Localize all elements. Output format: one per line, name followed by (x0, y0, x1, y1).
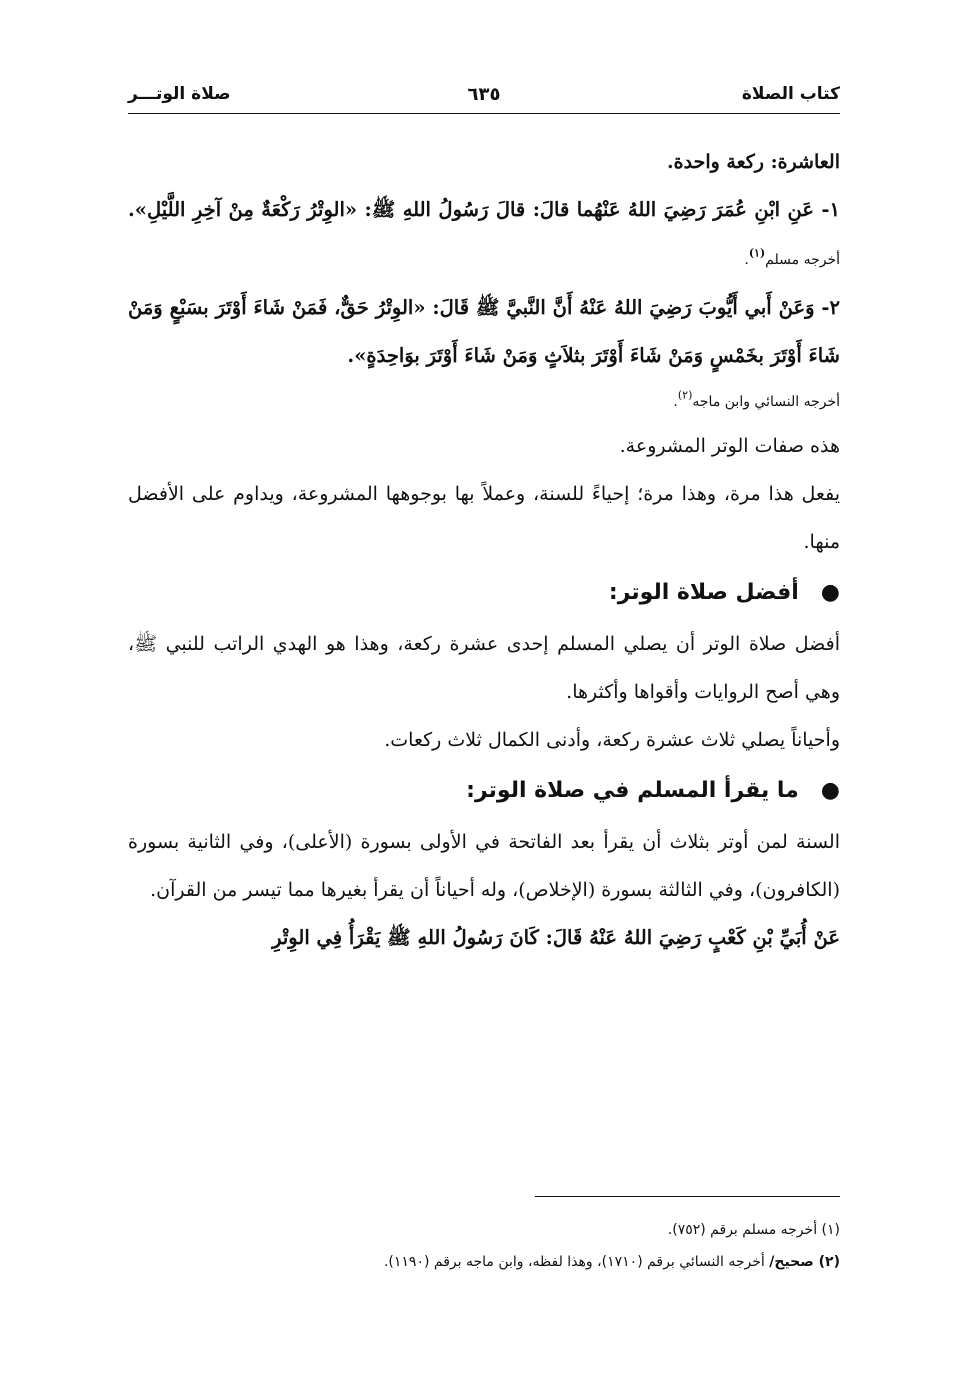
hadith-2-source: أخرجه النسائي وابن ماجه (692, 394, 840, 410)
header-divider (128, 113, 840, 114)
hadith-3-start: عَنْ أُبَيِّ بْنِ كَعْبٍ رَضِيَ اللهُ عَنْهُ قَالَ: كَانَ رَسُولُ اللهِ ﷺ يَقْرَأُ فِي الوِتْرِ (272, 926, 840, 949)
footnote-2-text: أخرجه النسائي برقم (١٧١٠)، وهذا لفظه، وابن ماجه برقم (١١٩٠). (383, 1254, 770, 1270)
footnote-divider (535, 1196, 840, 1197)
hadith-1: ١- عَنِ ابْنِ عُمَرَ رَضِيَ اللهُ عَنْهُما قالَ: قالَ رَسُولُ اللهِ ﷺ: «الوِتْرُ رَكْعَةٌ مِنْ آخِرِ اللَّيْلِ». أخرجه مسلم$^{(١)}$. (128, 198, 840, 268)
footnote-2 (128, 1246, 840, 1278)
footnote-2-grade: (٢) صحيح/ (769, 1254, 840, 1270)
footnote-ref-1[interactable]: (١) (748, 246, 766, 260)
chapter-title: صلاة الوتـــر (128, 84, 231, 104)
book-page (128, 0, 840, 1382)
section-heading-best-witr (128, 566, 840, 620)
paragraph-3: أفضل صلاة الوتر أن يصلي المسلم إحدى عشرة ركعة، وهذا هو الهدي الراتب للنبي ﷺ، وهي أصح الروايات وأقواها وأكثرها. (128, 633, 840, 703)
heading-2-text: ما يقرأ المسلم في صلاة الوتر: (466, 778, 799, 803)
footnote-ref-2[interactable]: (٢) (677, 388, 693, 402)
tenth-description: العاشرة: ركعة واحدة. (667, 151, 840, 173)
hadith-2: ٢- وَعَنْ أَبي أَيُّوبَ رَضِيَ اللهُ عَنْهُ أَنَّ النَّبيَّ ﷺ قَالَ: «الوِتْرُ حَقٌّ، فَمَنْ شَاءَ أَوْتَرَ بسَبْعٍ وَمَنْ شَاءَ أَوْتَرَ بخَمْسٍ وَمَنْ شَاءَ أَوْتَرَ بثلاَثٍ وَمَنْ شَاءَ أَوْتَرَ بوَاحِدَةٍ». (128, 296, 840, 367)
heading-1-text: أفضل صلاة الوتر: (608, 580, 799, 605)
hadith-1-text: ١- عَنِ ابْنِ عُمَرَ رَضِيَ اللهُ عَنْهُما قالَ: قالَ رَسُولُ اللهِ ﷺ: «الوِتْرُ رَكْعَةٌ مِنْ آخِرِ اللَّيْلِ». (128, 198, 840, 221)
paragraph-2: يفعل هذا مرة، وهذا مرة؛ إحياءً للسنة، وعملاً بها بوجوهها المشروعة، ويداوم على الأفضل منها. (128, 483, 840, 553)
main-text (128, 138, 840, 962)
book-title: كتاب الصلاة (741, 84, 840, 104)
page-number: ٦٣٥ (467, 84, 501, 105)
paragraph-5: السنة لمن أوتر بثلاث أن يقرأ بعد الفاتحة في الأولى بسورة (الأعلى)، وفي الثانية بسورة (الكافرون)، وفي الثالثة بسورة (الإخلاص)، وله أحياناً أن يقرأ بغيرها مما تيسر من القرآن. (128, 831, 840, 901)
hadith-2-citation: أخرجه النسائي وابن ماجه$^{(٢)}$. (673, 388, 840, 410)
footnote-1: (١) أخرجه مسلم برقم (٧٥٢). (667, 1222, 840, 1238)
footnotes (128, 1214, 840, 1278)
section-heading-recitation (128, 764, 840, 818)
paragraph-4: وأحياناً يصلي ثلاث عشرة ركعة، وأدنى الكمال ثلاث ركعات. (384, 729, 840, 751)
paragraph-1: هذه صفات الوتر المشروعة. (619, 435, 840, 457)
hadith-1-source: أخرجه مسلم (765, 252, 840, 268)
bullet-icon: ● (820, 580, 840, 605)
running-header (128, 84, 840, 114)
bullet-icon: ● (820, 778, 840, 803)
